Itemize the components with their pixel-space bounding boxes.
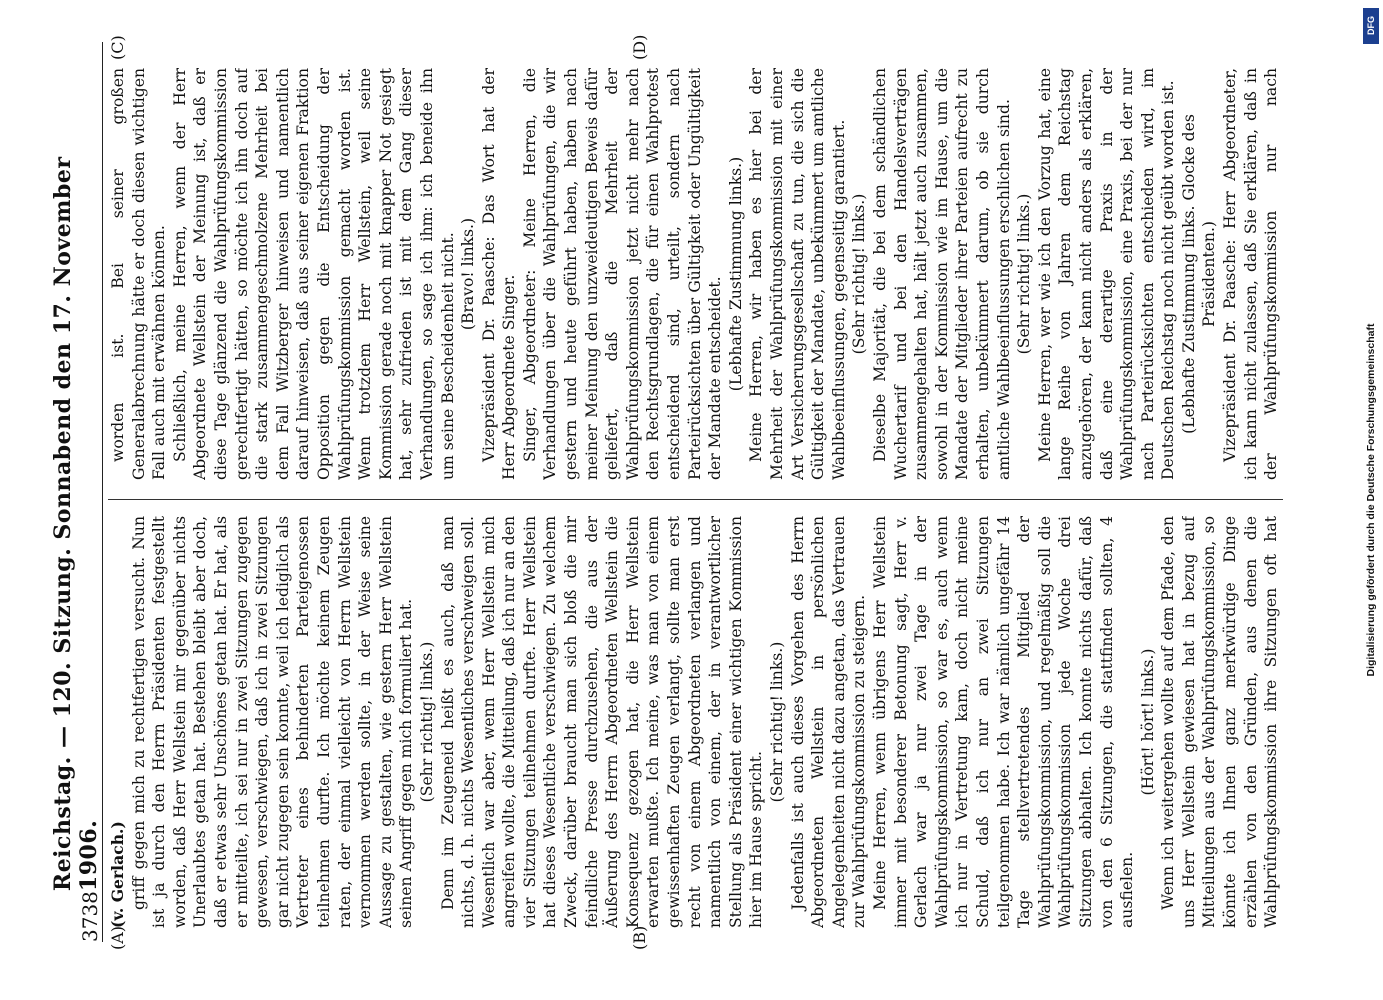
speaker-label: (v. Gerlach.) xyxy=(108,821,127,928)
paragraph: Vizepräsident Dr. Paasche: Herr Abgeordneter, ich kann nicht zulassen, daß Sie erklären, daß in der Wahlprüfungskommission nur nach xyxy=(1221,68,1281,480)
interjection: (Hört! hört! links.) xyxy=(1138,648,1157,796)
interjection: (Sehr richtig! links.) xyxy=(768,641,786,803)
dfg-logo: DFG xyxy=(1363,8,1379,44)
running-header xyxy=(50,42,103,942)
paragraph: Denn im Zeugeneid heißt es auch, daß man nichts, d. h. nichts Wesentliches verschweigen soll. Wesentlich war aber, wenn Herr Wellstein mich angreifen wollte, die Mitteilung, daß ich nur an den vier Sitzungen teilnehmen durfte. Herr Wellstein hat dieses Wesentliche verschwiegen. Zu welchem Zweck, darüber braucht man sich bloß die mir feindliche Presse durchzusehen, die aus der Äußerung des Herrn Abgeordneten Wellstein die Konsequenz gezogen hat, die Herr Wellstein erwarten mußte. Ich meine, was man von einem gewissenhaften Zeugen verlangt, sollte man erst recht von einem Abgeordneten verlangen und namentlich von einem, der in verantwortlicher Stellung als Präsident einer wichtigen Kommission hier im Hause spricht. xyxy=(438,516,766,928)
header-title: Reichstag. — 120. Sitzung. Sonnabend den 17. November 1906. xyxy=(50,156,102,892)
paragraph: Singer, Abgeordneter: Meine Herren, die Verhandlungen über die Wahlprüfungen, die wir gestern und heute geführt haben, haben nach meiner Meinung den unzweideutigen Beweis dafür geliefert, daß die Mehrheit der Wahlprüfungskommission jetzt nicht mehr nach den Rechtsgrundlagen, die für einen Wahlprotest entscheidend sind, urteilt, sondern nach Parteirücksichten über Gültigkeit oder Ungültigkeit der Mandate entscheidet. xyxy=(520,68,725,480)
column-divider xyxy=(108,499,1283,500)
paragraph: Jedenfalls ist auch dieses Vorgehen des Herrn Abgeordneten Wellstein in persönlichen Angelegenheiten nicht dazu angetan, das Vertrauen zur Wahlprüfungskommission zu steigern. xyxy=(788,516,869,928)
interjection: (Lebhafte Zustimmung links.) xyxy=(726,156,745,392)
interjection: (Sehr richtig! links.) xyxy=(1015,193,1034,355)
margin-mark-b: (B) xyxy=(630,925,649,950)
interjection: (Lebhafte Zustimmung links. Glocke des Präsidenten.) xyxy=(1179,114,1219,434)
right-text-column xyxy=(108,68,1283,480)
paragraph: Vizepräsident Dr. Paasche: Das Wort hat der Herr Abgeordnete Singer. xyxy=(479,68,519,480)
credit-text: Digitalisierung gefördert durch die Deutsche Forschungsgemeinschaft xyxy=(1365,323,1377,677)
paragraph: Wenn ich weitergehen wollte auf dem Pfade, den uns Herr Wellstein gewiesen hat in bezug auf Mitteilungen aus der Wahlprüfungskommission, so könnte ich Ihnen ganz merkwürdige Dinge erzählen von den Gründen, aus denen die Wahlprüfungskommission ihre Sitzungen oft hat xyxy=(1159,516,1281,928)
margin-mark-c: (C) xyxy=(108,35,127,60)
margin-mark-d: (D) xyxy=(630,34,649,60)
paragraph: griff gegen mich zu rechtfertigen versucht. Nun ist ja durch den Herrn Präsidenten festgestellt worden, daß Herr Wellstein mir gegenüber nichts Unerlaubtes getan hat. Bestehen bleibt aber doch, daß er etwas sehr Unschönes getan hat. Er hat, als er mitteilte, ich sei nur in zwei Sitzungen zugegen gewesen, verschwiegen, daß ich in zwei Sitzungen gar nicht zugegen sein konnte, weil ich lediglich als Vertreter eines behinderten Parteigenossen teilnehmen durfte. Ich möchte keinem Zeugen raten, der einmal vielleicht von Herrn Wellstein vernommen werden sollte, in der Weise seine Aussage zu gestalten, wie gestern Herr Wellstein seinen Angriff gegen mich formuliert hat. xyxy=(129,516,416,928)
page-number: 3738 xyxy=(78,891,102,942)
digitization-credit xyxy=(1362,10,1380,990)
paragraph: worden ist. Bei seiner großen Generalabrechnung hätte er doch diesen wichtigen Fall auch mit erwähnen können. xyxy=(109,68,169,480)
paragraph: Schließlich, meine Herren, wenn der Herr Abgeordnete Wellstein der Meinung ist, daß er diese Tage glänzend die Wahlprüfungskommission gerechtfertigt hätten, so möchte ich ihn doch auf die stark zusammengeschmolzene Mehrheit bei dem Fall Witzberger hinweisen und namentlich darauf hinweisen, daß aus seiner eigenen Fraktion Opposition gegen die Entscheidung der Wahlprüfungskommission gemacht worden ist. Wenn trotzdem Herr Wellstein, weil seine Kommission gerade noch mit knapper Not gesiegt hat, sehr zufrieden ist mit dem Gang dieser Verhandlungen, so sage ich ihm: ich beneide ihn um seine Bescheidenheit nicht. xyxy=(170,68,457,480)
interjection: (Sehr richtig! links.) xyxy=(417,641,436,803)
paragraph: Meine Herren, wenn übrigens Herr Wellstein immer mit besonderer Betonung sagt, Herr v. Gerlach war ja nur zwei Tage in der Wahlprüfungskommission, so war es, auch wenn ich nur in Vertretung kam, doch nicht meine Schuld, daß ich nur an zwei Sitzungen teilgenommen habe. Ich war nämlich ungefähr 14 Tage stellvertretendes Mitglied der Wahlprüfungskommission, und regelmäßig soll die Wahlprüfungskommission jede Woche drei Sitzungen abhalten. Ich konnte nichts dafür, daß von den 6 Sitzungen, die stattfinden sollten, 4 ausfielen. xyxy=(870,516,1137,928)
left-text-column xyxy=(108,516,1283,928)
margin-mark-a: (A) xyxy=(108,925,127,950)
paragraph: Meine Herren, wir haben es hier bei der Mehrheit der Wahlprüfungskommission mit einer Art Versicherungsgesellschaft zu tun, die sich die Gültigkeit der Mandate, unbekümmert um amtliche Wahlbeeinflussungen, gegenseitig garantiert. xyxy=(747,68,848,480)
paragraph: Meine Herren, wer wie ich den Vorzug hat, eine lange Reihe von Jahren dem Reichstag anzugehören, der kann nicht anders als erklären, daß eine derartige Praxis in der Wahlprüfungskommission, eine Praxis, bei der nur nach Parteirücksichten entschieden wird, im Deutschen Reichstag noch nicht geübt worden ist. xyxy=(1035,68,1178,480)
interjection: (Bravo! links.) xyxy=(459,217,478,331)
interjection: (Sehr richtig! links.) xyxy=(850,193,869,355)
paragraph: Dieselbe Majorität, die bei dem schändlichen Wuchertarif und bei den Handelsverträgen zusammengehalten hat, hält jetzt auch zusammen, sowohl in der Kommission wie im Hause, um die Mandate der Mitglieder ihrer Parteien aufrecht zu erhalten, unbekümmert darum, ob sie durch amtliche Wahlbeeinflussungen erschlichen sind. xyxy=(870,68,1013,480)
